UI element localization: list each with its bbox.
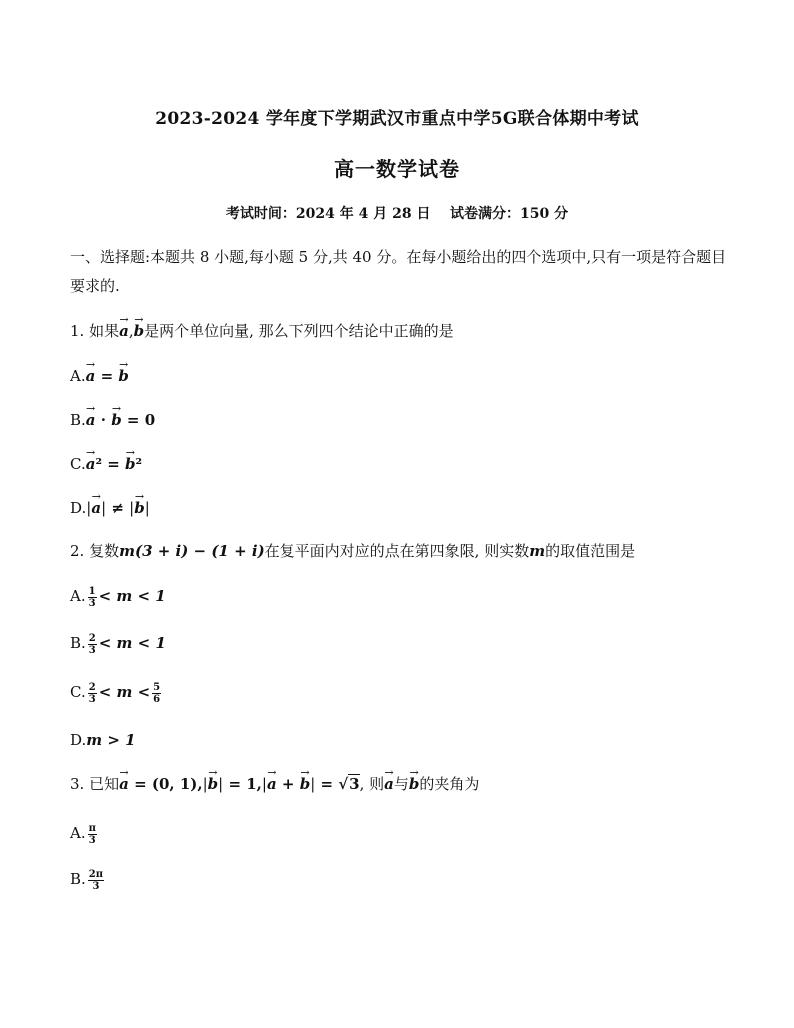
q1-option-c: C.→ a² = → b²: [70, 453, 142, 475]
option-label: C.: [70, 455, 86, 473]
q1-comma: ,: [128, 322, 134, 340]
fraction: $\frac{5}{6}$: [153, 681, 161, 705]
q3-stem-prefix: 3. 已知: [70, 775, 120, 793]
q2-option-b: [70, 632, 166, 656]
paper-title: 高一数学试卷: [334, 157, 460, 181]
option-text: < m <: [98, 683, 151, 701]
q2-option-a: [70, 585, 166, 609]
question-1-stem: [70, 320, 454, 342]
option-label: D.: [70, 499, 87, 517]
exam-meta: [0, 203, 794, 223]
q1-option-d: D.|→ a| ≠ |→ b|: [70, 497, 150, 519]
fraction: $\frac{2\pi}{3}$: [88, 868, 104, 892]
option-label: C.: [70, 683, 86, 701]
section-instructions: 一、选择题:本题共 8 小题,每小题 5 分,共 40 分。在每小题给出的四个选项中,只有一项是符合题目要求的.: [70, 248, 727, 295]
option-text: < m < 1: [98, 634, 166, 652]
q3-stem-suffix: 的夹角为: [419, 775, 480, 793]
q2-option-c: [70, 681, 163, 705]
fraction: $\frac{2}{3}$: [88, 681, 96, 705]
q1-stem-suffix: 是两个单位向量, 那么下列四个结论中正确的是: [144, 322, 454, 340]
option-text: m > 1: [86, 731, 136, 749]
option-label: B.: [70, 870, 86, 888]
option-label: A.: [70, 587, 86, 605]
q1-option-b: B.→ a · → b = 0: [70, 409, 155, 431]
q2-variable: m: [529, 542, 546, 560]
vector-a: → a: [119, 320, 129, 342]
q3-sqrt-value: 3: [349, 775, 360, 793]
q3-condition-3: =: [320, 775, 339, 793]
q2-option-d: [70, 729, 136, 751]
q3-then: , 则: [359, 775, 385, 793]
exam-title: 2023-2024 学年度下学期武汉市重点中学5G联合体期中考试: [155, 109, 639, 129]
q3-and: 与: [393, 775, 409, 793]
question-2-stem: [70, 540, 635, 562]
q2-stem-suffix: 的取值范围是: [545, 542, 636, 560]
option-label: D.: [70, 731, 87, 749]
q2-complex-expression: m(3 + i) − (1 + i): [119, 542, 265, 560]
option-label: A.: [70, 367, 86, 385]
q3-condition-2: = 1,: [228, 775, 262, 793]
q3-option-a: [70, 822, 99, 846]
fraction: $\frac{2}{3}$: [88, 632, 96, 656]
option-label: A.: [70, 824, 86, 842]
q3-option-b: [70, 868, 106, 892]
q2-stem-mid: 在复平面内对应的点在第四象限, 则实数: [264, 542, 530, 560]
exam-time: 考试时间：2024 年 4 月 28 日: [225, 206, 431, 222]
q1-stem-prefix: 1. 如果: [70, 322, 120, 340]
question-3-stem: 3. 已知→ a = (0, 1),|→ b| = 1,|→ a + → b| = √3, 则→ a与→ b的夹角为: [70, 773, 479, 795]
option-text: < m < 1: [98, 587, 166, 605]
fraction: $\frac{\pi}{3}$: [88, 822, 96, 846]
fraction: $\frac{1}{3}$: [88, 585, 96, 609]
option-label: B.: [70, 634, 86, 652]
option-label: B.: [70, 411, 86, 429]
q1-option-a: A.→ a = → b: [70, 365, 129, 387]
q2-stem-prefix: 2. 复数: [70, 542, 120, 560]
full-score: 试卷满分：150 分: [449, 206, 569, 222]
vector-b: → b: [134, 320, 145, 342]
q3-condition-1: = (0, 1),: [134, 775, 203, 793]
